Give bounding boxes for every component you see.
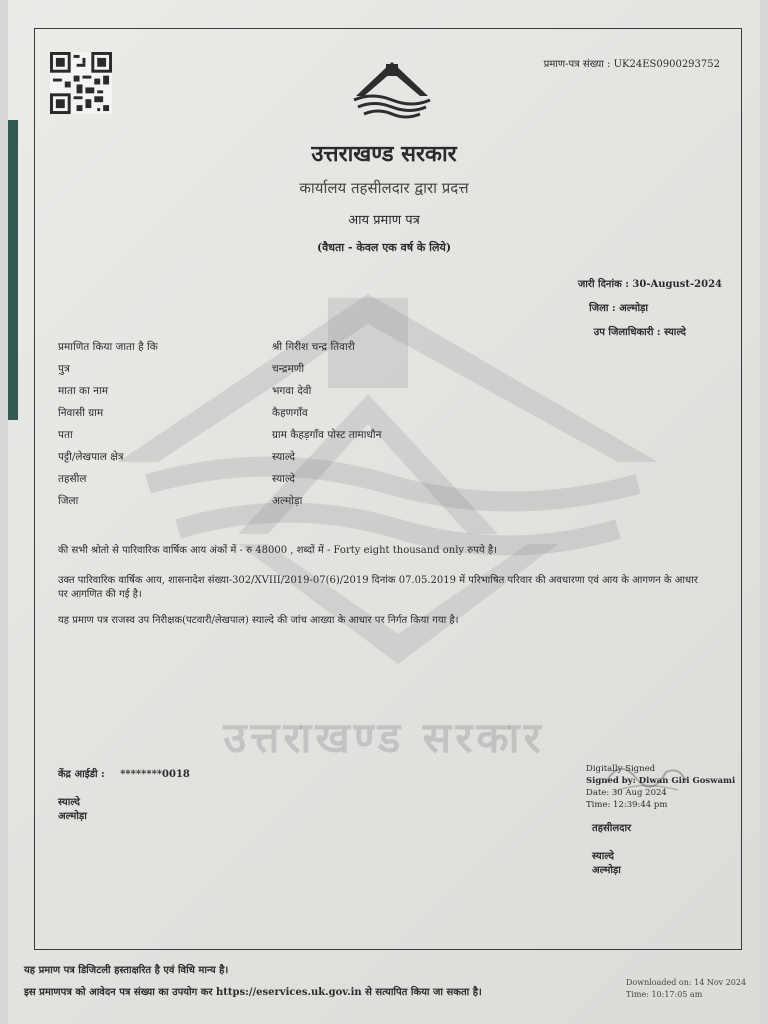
district-line: जिला : अल्मोड़ा <box>589 303 648 314</box>
centre-id-value: ********0018 <box>120 769 190 780</box>
signature-date: Date: 30 Aug 2024 <box>586 788 667 798</box>
document-type: आय प्रमाण पत्र <box>348 213 420 228</box>
detail-value: कैहणगाँव <box>272 407 308 419</box>
detail-row <box>58 362 718 380</box>
signer-location-tehsil: स्याल्दे <box>592 851 614 862</box>
uttarakhand-emblem-icon <box>350 56 434 122</box>
detail-value: स्याल्दे <box>272 451 295 463</box>
detail-value: ग्राम कैहड़गाँव पोस्ट तामाधौन <box>272 429 382 441</box>
detail-value: भगवा देवी <box>272 385 312 397</box>
sub-division-line: उप जिलाधिकारी : स्याल्दे <box>593 327 686 338</box>
detail-row <box>58 428 718 446</box>
validity-note: (वैधता - केवल एक वर्ष के लिये) <box>316 241 452 254</box>
centre-location-district: अल्मोड़ा <box>58 811 87 822</box>
income-statement: की सभी श्रोतो से पारिवारिक वार्षिक आय अंकों में - रु 48000 , शब्दों में - Forty eight thousand only रुपये है। <box>58 545 497 556</box>
signer-location-district: अल्मोड़ा <box>592 865 621 876</box>
footer-digital-note: यह प्रमाण पत्र डिजिटली हस्ताक्षरित है एवं विधि मान्य है। <box>24 965 229 976</box>
issuing-office: कार्यालय तहसीलदार द्वारा प्रदत्त <box>299 179 469 197</box>
detail-label: माता का नाम <box>58 385 108 397</box>
centre-location-tehsil: स्याल्दे <box>58 797 80 808</box>
detail-label: तहसील <box>58 473 87 485</box>
issued-basis: यह प्रमाण पत्र राजस्व उप निरीक्षक(पटवारी/लेखपाल) स्याल्दे की जांच आख्या के आधार पर निर्गत किया गया है। <box>58 615 459 626</box>
signer-designation: तहसीलदार <box>592 823 632 834</box>
detail-label: निवासी ग्राम <box>58 407 104 419</box>
detail-row <box>58 340 718 358</box>
centre-id-label: केंद्र आईडी : <box>58 769 105 780</box>
government-title: उत्तराखण्ड सरकार <box>311 141 457 167</box>
signature-line-1: Digitally Signed <box>586 764 656 774</box>
qr-code-icon <box>48 52 114 114</box>
detail-value: अल्मोड़ा <box>272 495 303 507</box>
signature-signer: Signed by: Diwan Giri Goswami <box>586 776 736 786</box>
detail-label: प्रमाणित किया जाता है कि <box>58 341 158 353</box>
watermark-text: उत्तराखण्ड सरकार <box>223 713 545 762</box>
detail-row <box>58 384 718 402</box>
detail-value: श्री गिरीश चन्द्र तिवारी <box>272 341 355 353</box>
detail-row <box>58 494 718 512</box>
downloaded-on: Downloaded on: 14 Nov 2024 <box>626 978 747 987</box>
detail-label: जिला <box>58 495 79 507</box>
detail-value: चन्द्रमणी <box>272 363 305 375</box>
downloaded-time: Time: 10:17:05 am <box>626 990 703 999</box>
centre-id <box>58 766 190 780</box>
footer-verify-note: इस प्रमाणपत्र को आवेदन पत्र संख्या का उपयोग कर https://eservices.uk.gov.in से सत्यापित किया जा सकता है। <box>24 987 482 998</box>
issue-date: जारी दिनांक : 30-August-2024 <box>577 279 722 290</box>
detail-row <box>58 450 718 468</box>
income-basis: उक्त पारिवारिक वार्षिक आय, शासनादेश संख्या-302/XVIII/2019-07(6)/2019 दिनांक 07.05.2019 में परिभाषित परिवार की अवधारणा एवं आय के आगणन के आधार पर आगणित की गई है। <box>58 575 698 600</box>
detail-label: पुत्र <box>58 363 70 375</box>
signature-time: Time: 12:39:44 pm <box>586 800 668 810</box>
certificate-number: प्रमाण-पत्र संख्या : UK24ES0900293752 <box>543 59 720 70</box>
detail-value: स्याल्दे <box>272 473 295 485</box>
detail-label: पता <box>58 429 73 441</box>
detail-row <box>58 406 718 424</box>
detail-row <box>58 472 718 490</box>
detail-label: पट्टी/लेखपाल क्षेत्र <box>58 451 124 463</box>
